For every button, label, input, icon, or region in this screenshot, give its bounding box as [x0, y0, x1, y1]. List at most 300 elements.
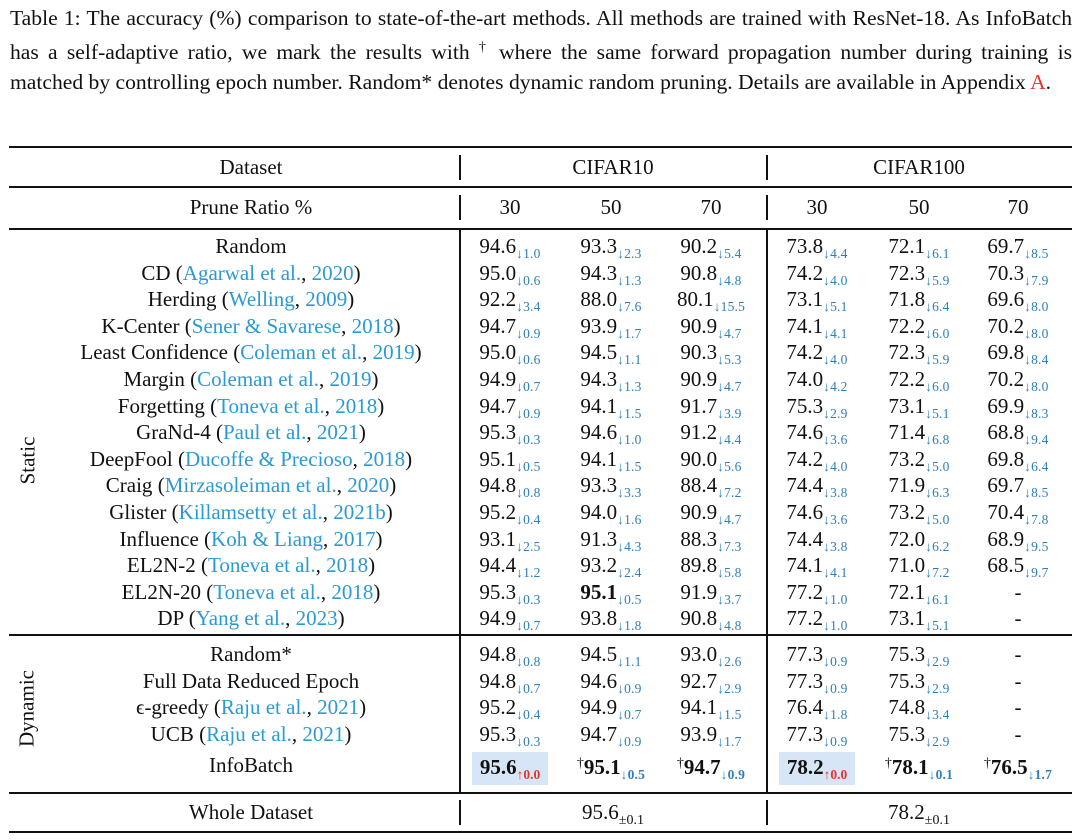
static-row-7-cell-0-value: 95.3 [479, 420, 517, 445]
static-row-6-cell-1-delta: ↓1.5 [617, 405, 642, 421]
static-row-11-cell-3 [768, 526, 866, 555]
static-row-13-cell-2 [662, 579, 760, 608]
static-row-5-cell-0-value: 94.9 [479, 367, 517, 391]
static-row-10-cell-3-delta: ↓3.6 [823, 512, 848, 527]
static-row-method-name: GraNd-4 [136, 420, 216, 445]
static-row-method-5: Margin (Coleman et al., 2019) [123, 367, 379, 391]
static-row-5-cell-2-value: 90.9 [680, 367, 718, 391]
static-row-citation-link[interactable]: Sener & Savarese [191, 313, 342, 338]
static-row-4-cell-0-wrap [479, 340, 541, 368]
dynamic-row-0-cell-1-wrap [580, 642, 642, 669]
static-row-3-cell-1-value: 93.9 [580, 313, 618, 338]
dynamic-row-3-cell-0-wrap [479, 721, 541, 749]
infobatch-cell-2-wrap [676, 755, 746, 782]
static-row-5-cell-3-value: 74.0 [786, 367, 824, 391]
dynamic-row-2-cell-5 [969, 694, 1067, 720]
static-row-8-cell-0 [461, 446, 559, 475]
static-row-method-2: Herding (Welling, 2009) [147, 287, 355, 312]
dynamic-row-0-cell-1-value: 94.5 [580, 642, 618, 666]
infobatch-cell-4-value: 78.1 [891, 755, 929, 779]
static-row-7-cell-0 [461, 419, 559, 448]
static-row-13-cell-1-wrap [580, 579, 642, 607]
dynamic-row-1-cell-2-delta: ↓2.9 [717, 680, 742, 696]
static-row-7-cell-4-delta: ↓6.8 [925, 432, 950, 448]
dynamic-row-2-cell-1 [562, 694, 660, 723]
dynamic-row-3-cell-3-delta: ↓0.9 [823, 733, 848, 749]
vline-whole-a [459, 800, 461, 825]
static-row-citation-year[interactable]: 2009 [305, 287, 348, 312]
static-row-4-cell-5-delta: ↓8.4 [1024, 352, 1049, 368]
static-row-14-cell-1-value: 93.8 [580, 606, 618, 631]
static-row-13-cell-5 [969, 579, 1067, 605]
static-row-2-cell-4 [870, 286, 968, 315]
static-row-10-cell-5-value: 70.4 [987, 500, 1025, 524]
dynamic-row-0-cell-4-wrap [888, 642, 950, 669]
static-row-method-4: Least Confidence (Coleman et al., 2019) [80, 340, 422, 365]
static-row-citation-year[interactable]: 2019 [329, 367, 372, 391]
static-row-citation-year[interactable]: 2018 [331, 579, 374, 604]
static-row-11-cell-0-wrap [479, 526, 541, 554]
static-row-method-name: Herding [147, 287, 222, 312]
static-row-method-name: K-Center [101, 313, 185, 338]
static-row-3-cell-5-value: 70.2 [987, 313, 1025, 338]
static-row-citation-link[interactable]: Koh & Liang [211, 526, 324, 551]
header-cifar100: CIFAR100 [873, 155, 965, 179]
static-row-8-cell-4 [870, 446, 968, 475]
static-row-1-cell-3-wrap [786, 260, 848, 288]
dynamic-row-method-0 [48, 641, 454, 667]
static-row-5-cell-5-delta: ↓8.0 [1024, 379, 1049, 394]
static-row-method-7: GraNd-4 (Paul et al., 2021) [136, 420, 366, 445]
dynamic-row-0-cell-4 [870, 641, 968, 670]
static-row-method-name: Margin [123, 367, 191, 391]
static-row-14-cell-0-wrap [479, 606, 541, 634]
static-row-method-3: K-Center (Sener & Savarese, 2018) [101, 313, 401, 338]
static-row-13-cell-0-value: 95.3 [479, 579, 517, 604]
static-row-9-cell-5-value: 69.7 [987, 473, 1025, 498]
dynamic-row-1-cell-2 [662, 668, 760, 697]
static-row-0-cell-0-wrap [479, 234, 541, 261]
dynamic-row-3-cell-3-wrap [786, 721, 848, 749]
static-row-5-cell-4-delta: ↓6.0 [925, 379, 950, 394]
static-row-3-cell-1 [562, 313, 660, 342]
static-row-11-cell-2-value: 88.3 [680, 526, 718, 551]
static-row-11-cell-0-value: 93.1 [479, 526, 517, 551]
static-row-6-cell-4-wrap [888, 393, 950, 421]
dynamic-row-citation-year[interactable]: 2021 [317, 695, 360, 720]
static-row-1-cell-2 [662, 260, 760, 289]
static-row-3-cell-5-wrap [987, 313, 1049, 341]
dynamic-row-0-cell-0-wrap [479, 642, 541, 669]
dynamic-row-0-cell-3-wrap [786, 642, 848, 669]
static-row-11-cell-2-wrap [680, 526, 742, 554]
dynamic-row-2-cell-1-wrap [580, 695, 642, 723]
static-row-5-cell-5-value: 70.2 [987, 367, 1025, 391]
static-row-method-0 [48, 233, 454, 259]
static-row-14-cell-4-delta: ↓5.1 [925, 618, 950, 634]
caption-line-4b: . [1045, 70, 1052, 94]
static-row-10-cell-1 [562, 499, 660, 528]
dynamic-row-2-cell-2-wrap [680, 695, 742, 723]
dynamic-row-2-cell-0-value: 95.2 [479, 695, 517, 720]
static-row-9-cell-2-delta: ↓7.2 [717, 485, 742, 501]
static-row-10-cell-2 [662, 499, 760, 528]
static-row-4-cell-2-value: 90.3 [680, 340, 718, 365]
static-row-12-cell-3-wrap [786, 553, 848, 581]
static-row-1-cell-1 [562, 260, 660, 289]
infobatch-cell-5 [969, 754, 1067, 784]
caption-line-2a: ResNet-18. As InfoBatch has a self-adaptive ratio, we mark the results with [10, 6, 1072, 65]
static-row-7-cell-2-delta: ↓4.4 [717, 432, 742, 448]
infobatch-method: InfoBatch [209, 753, 293, 777]
infobatch-cell-2-dagger: † [676, 756, 684, 771]
static-row-1-cell-1-delta: ↓1.3 [617, 272, 642, 288]
static-row-9-cell-1 [562, 472, 660, 501]
static-row-13-cell-3 [768, 579, 866, 608]
static-row-8-cell-1-wrap [580, 446, 642, 474]
static-row-4-cell-5 [969, 339, 1067, 368]
static-row-citation-link[interactable]: Ducoffe & Precioso [185, 446, 353, 471]
static-row-3-cell-5-delta: ↓8.0 [1024, 325, 1049, 341]
dynamic-row-0-cell-4-delta: ↓2.9 [925, 654, 950, 669]
static-row-2-cell-3 [768, 286, 866, 315]
infobatch-cell-4 [870, 754, 968, 784]
dynamic-row-3-cell-0-value: 95.3 [479, 721, 517, 746]
dynamic-row-method-1 [48, 668, 454, 694]
static-row-5-cell-5-wrap [987, 367, 1049, 394]
static-row-12-cell-3-value: 74.1 [786, 553, 824, 578]
static-row-citation-year[interactable]: 2018 [363, 446, 406, 471]
static-row-6-cell-0-value: 94.7 [479, 393, 517, 418]
static-row-method-name: Forgetting [117, 393, 211, 418]
static-row-5-cell-0-wrap [479, 367, 541, 394]
static-row-6-cell-4-delta: ↓5.1 [925, 405, 950, 421]
static-row-4-cell-2-delta: ↓5.3 [717, 352, 742, 368]
static-row-10-cell-0-delta: ↓0.4 [516, 512, 541, 527]
infobatch-cell-3-wrap [779, 752, 855, 785]
static-row-12-cell-3 [768, 552, 866, 581]
static-row-citation-year[interactable]: 2017 [333, 526, 376, 551]
static-row-2-cell-2-wrap [676, 287, 746, 315]
static-row-1-cell-4 [870, 260, 968, 289]
static-row-0-cell-0-value: 94.6 [479, 234, 517, 258]
static-row-11-cell-4-delta: ↓6.2 [925, 538, 950, 554]
static-row-6-cell-0-wrap [479, 393, 541, 421]
static-row-2-cell-3-delta: ↓5.1 [823, 299, 848, 315]
static-row-method-13: EL2N-20 (Toneva et al., 2018) [121, 579, 381, 604]
static-row-1-cell-2-delta: ↓4.8 [717, 272, 742, 288]
static-row-3-cell-4-wrap [888, 313, 950, 341]
static-row-3-cell-5 [969, 313, 1067, 342]
static-row-0-cell-4-value: 72.1 [888, 234, 926, 258]
static-row-12-cell-0-wrap [479, 553, 541, 581]
static-row-9-cell-1-value: 93.3 [580, 473, 618, 498]
static-row-3-cell-0-delta: ↓0.9 [516, 325, 541, 341]
static-row-citation-link[interactable]: Mirzasoleiman et al. [164, 473, 337, 498]
static-row-5-cell-1-delta: ↓1.3 [617, 379, 642, 394]
static-row-2-cell-0-value: 92.2 [479, 287, 517, 312]
dynamic-row-1-cell-4-delta: ↓2.9 [925, 680, 950, 696]
static-row-8-cell-3-value: 74.2 [786, 446, 824, 471]
static-row-9-cell-3 [768, 472, 866, 501]
static-row-0-cell-1-delta: ↓2.3 [617, 246, 642, 261]
static-row-3-cell-0 [461, 313, 559, 342]
dynamic-row-0-cell-5-value: - [1014, 642, 1022, 666]
static-row-2-cell-3-wrap [786, 287, 848, 315]
static-row-4-cell-1-value: 94.5 [580, 340, 618, 365]
header-ratio-0: 30 [499, 195, 521, 219]
static-row-8-cell-4-wrap [888, 446, 950, 474]
static-row-1-cell-4-value: 72.3 [888, 260, 926, 285]
static-row-citation-year[interactable]: 2021 [316, 420, 359, 445]
static-row-14-cell-1 [562, 605, 660, 634]
static-row-6-cell-5 [969, 393, 1067, 422]
static-row-11-cell-1-value: 91.3 [580, 526, 618, 551]
static-row-citation-year[interactable]: 2019 [372, 340, 415, 365]
static-row-10-cell-4 [870, 499, 968, 528]
dynamic-row-2-cell-2-value: 94.1 [680, 695, 718, 720]
static-row-9-cell-3-value: 74.4 [786, 473, 824, 498]
static-row-12-cell-4-wrap [888, 553, 950, 581]
static-row-6-cell-2-delta: ↓3.9 [717, 405, 742, 421]
whole-cifar10-value: 95.6 [582, 800, 619, 824]
static-row-0-cell-5-wrap [987, 234, 1049, 261]
static-row-citation-link[interactable]: Coleman et al. [197, 367, 320, 391]
dynamic-row-1-cell-2-wrap [680, 668, 742, 696]
static-row-citation-link[interactable]: Coleman et al. [240, 340, 363, 365]
static-row-13-cell-0 [461, 579, 559, 608]
infobatch-cell-5-value: 76.5 [990, 755, 1028, 779]
static-row-13-cell-1-value: 95.1 [580, 579, 618, 604]
group-dynamic: Dynamic [14, 670, 39, 747]
static-row-9-cell-4-delta: ↓6.3 [925, 485, 950, 501]
static-row-method-11: Influence (Koh & Liang, 2017) [119, 526, 383, 551]
dynamic-row-1-cell-3-value: 77.3 [786, 668, 824, 693]
dynamic-row-1-cell-4-value: 75.3 [888, 668, 926, 693]
static-row-7-cell-2-wrap [680, 420, 742, 448]
static-row-citation-link[interactable]: Welling [228, 287, 295, 312]
static-row-13-cell-4-wrap [888, 579, 950, 607]
dynamic-row-1-cell-3-wrap [786, 668, 848, 696]
static-row-13-cell-2-delta: ↓3.7 [717, 591, 742, 607]
static-row-12-cell-1-wrap [580, 553, 642, 581]
infobatch-cell-3 [768, 754, 866, 783]
dynamic-row-0-cell-3-delta: ↓0.9 [823, 654, 848, 669]
static-row-citation-year[interactable]: 2021b [333, 500, 386, 524]
static-row-4-cell-5-wrap [987, 340, 1049, 368]
static-row-method-14: DP (Yang et al., 2023) [157, 606, 345, 631]
dynamic-row-2-cell-4-delta: ↓3.4 [925, 707, 950, 723]
static-row-3-cell-2-wrap [680, 313, 742, 341]
dynamic-row-1-cell-4 [870, 668, 968, 697]
static-row-8-cell-1-delta: ↓1.5 [617, 458, 642, 474]
static-row-5-cell-2 [662, 366, 760, 395]
static-row-6-cell-2 [662, 393, 760, 422]
dynamic-row-method-name: Full Data Reduced Epoch [142, 668, 360, 693]
dynamic-row-3-cell-2 [662, 721, 760, 750]
dynamic-row-3-cell-5-value: - [1014, 721, 1022, 746]
static-row-3-cell-3-wrap [786, 313, 848, 341]
static-row-7-cell-1 [562, 419, 660, 448]
static-row-2-cell-2-value: 80.1 [676, 287, 714, 312]
static-row-7-cell-1-wrap [580, 420, 642, 448]
static-row-6-cell-2-wrap [680, 393, 742, 421]
dynamic-row-3-cell-1-value: 94.7 [580, 721, 618, 746]
appendix-link[interactable]: A [1030, 70, 1046, 94]
static-row-13-cell-1-delta: ↓0.5 [617, 591, 642, 607]
static-row-0-cell-2-delta: ↓5.4 [717, 246, 742, 261]
dynamic-row-citation-year[interactable]: 2021 [302, 721, 345, 746]
dynamic-row-2-cell-2-delta: ↓1.5 [717, 707, 742, 723]
static-row-5-cell-0-delta: ↓0.7 [516, 379, 541, 394]
static-row-citation-link[interactable]: Toneva et al. [213, 579, 321, 604]
static-row-5-cell-1-wrap [580, 367, 642, 394]
static-row-10-cell-1-wrap [580, 500, 642, 527]
static-row-3-cell-1-delta: ↓1.7 [617, 325, 642, 341]
caption-dagger: † [478, 40, 490, 56]
static-row-14-cell-3-wrap [786, 606, 848, 634]
static-row-1-cell-4-delta: ↓5.9 [925, 272, 950, 288]
static-row-5-cell-3-wrap [786, 367, 848, 394]
static-row-10-cell-5-wrap [987, 500, 1049, 527]
static-row-7-cell-0-delta: ↓0.3 [516, 432, 541, 448]
static-row-13-cell-4-delta: ↓6.1 [925, 591, 950, 607]
static-row-6-cell-5-value: 69.9 [987, 393, 1025, 418]
static-row-method-9: Craig (Mirzasoleiman et al., 2020) [105, 473, 397, 498]
table-caption [10, 4, 1072, 97]
static-row-14-cell-3 [768, 605, 866, 634]
whole-cifar100-value: 78.2 [888, 800, 925, 824]
infobatch-cell-1 [562, 754, 660, 784]
static-row-4-cell-5-value: 69.8 [987, 340, 1025, 365]
static-row-9-cell-0-wrap [479, 473, 541, 501]
static-row-method-name: DeepFool [89, 446, 178, 471]
static-row-0-cell-2-wrap [680, 234, 742, 261]
static-row-11-cell-5 [969, 526, 1067, 555]
static-row-10-cell-2-delta: ↓4.7 [717, 512, 742, 527]
static-row-citation-link[interactable]: Killamsetty et al. [178, 500, 323, 524]
static-row-10-cell-3-wrap [786, 500, 848, 527]
static-row-9-cell-3-wrap [786, 473, 848, 501]
header-rule [9, 186, 1072, 188]
static-row-9-cell-5-delta: ↓8.5 [1024, 485, 1049, 501]
static-row-0-cell-4-wrap [888, 234, 950, 261]
infobatch-cell-4-dagger: † [884, 756, 892, 771]
static-row-2-cell-2 [662, 286, 760, 315]
static-row-5-cell-1-value: 94.3 [580, 367, 618, 391]
static-row-citation-link[interactable]: Agarwal et al. [182, 260, 302, 285]
static-row-14-cell-2-value: 90.8 [680, 606, 718, 631]
dynamic-row-2-cell-1-value: 94.9 [580, 695, 618, 720]
header-dataset: Dataset [219, 155, 283, 179]
static-row-0-cell-2 [662, 233, 760, 262]
dynamic-row-1-cell-1 [562, 668, 660, 697]
static-row-citation-year[interactable]: 2020 [311, 260, 354, 285]
dynamic-row-method-2: ϵ-greedy (Raju et al., 2021) [135, 695, 367, 720]
static-row-14-cell-2 [662, 605, 760, 634]
static-row-5-cell-4 [870, 366, 968, 395]
static-row-0-cell-5 [969, 233, 1067, 262]
dynamic-row-0-cell-2 [662, 641, 760, 670]
static-row-14-cell-1-delta: ↓1.8 [617, 618, 642, 634]
infobatch-cell-4-wrap [884, 755, 954, 782]
static-row-4-cell-1-delta: ↓1.1 [617, 352, 642, 368]
infobatch-cell-0-value: 95.6 [479, 755, 517, 779]
header-ratio-2: 70 [700, 195, 722, 219]
static-row-3-cell-2-value: 90.9 [680, 313, 718, 338]
static-row-method-name: Influence [119, 526, 205, 551]
static-row-8-cell-0-wrap [479, 446, 541, 474]
static-row-12-cell-1-delta: ↓2.4 [617, 565, 642, 581]
static-row-12-cell-1 [562, 552, 660, 581]
dynamic-row-3-cell-4 [870, 721, 968, 750]
static-row-0-cell-3-wrap [786, 234, 848, 261]
static-row-10-cell-5-delta: ↓7.8 [1024, 512, 1049, 527]
static-row-citation-year[interactable]: 2020 [347, 473, 390, 498]
dynamic-row-citation-link[interactable]: Raju et al. [220, 695, 307, 720]
static-row-citation-year[interactable]: 2018 [351, 313, 394, 338]
static-row-4-cell-4-value: 72.3 [888, 340, 926, 365]
static-row-11-cell-4-wrap [888, 526, 950, 554]
static-row-1-cell-0 [461, 260, 559, 289]
static-row-8-cell-5-delta: ↓6.4 [1024, 458, 1049, 474]
static-row-11-cell-0 [461, 526, 559, 555]
infobatch-cell-1-wrap [576, 755, 646, 782]
static-row-method-name: Random [215, 234, 287, 258]
static-row-7-cell-5-delta: ↓9.4 [1024, 432, 1049, 448]
static-row-citation-link[interactable]: Yang et al. [195, 606, 286, 631]
static-row-9-cell-3-delta: ↓3.8 [823, 485, 848, 501]
static-row-citation-link[interactable]: Paul et al. [222, 420, 307, 445]
static-row-method-name: Glister [109, 500, 172, 524]
header-ratio-3: 30 [806, 195, 828, 219]
static-row-8-cell-3 [768, 446, 866, 475]
static-row-1-cell-0-delta: ↓0.6 [516, 272, 541, 288]
dynamic-row-2-cell-4 [870, 694, 968, 723]
static-row-0-cell-4-delta: ↓6.1 [925, 246, 950, 261]
static-row-2-cell-0-wrap [479, 287, 541, 315]
infobatch-cell-3-delta: ↑0.0 [823, 767, 848, 782]
whole-cifar10-pm: ±0.1 [618, 813, 644, 828]
static-row-4-cell-1-wrap [580, 340, 642, 368]
static-row-citation-year[interactable]: 2023 [295, 606, 338, 631]
static-row-2-cell-5-wrap [987, 287, 1049, 315]
static-row-1-cell-3-value: 74.2 [786, 260, 824, 285]
static-row-11-cell-1 [562, 526, 660, 555]
static-row-6-cell-4-value: 73.1 [888, 393, 926, 418]
static-row-2-cell-5-delta: ↓8.0 [1024, 299, 1049, 315]
static-row-11-cell-0-delta: ↓2.5 [516, 538, 541, 554]
static-row-8-cell-2-delta: ↓5.6 [717, 458, 742, 474]
static-row-4-cell-0-value: 95.0 [479, 340, 517, 365]
dynamic-row-citation-link[interactable]: Raju et al. [206, 721, 292, 746]
static-row-citation-year[interactable]: 2018 [335, 393, 378, 418]
dynamic-row-3-cell-2-value: 93.9 [680, 721, 718, 746]
static-row-1-cell-1-wrap [580, 260, 642, 288]
static-row-11-cell-4 [870, 526, 968, 555]
static-row-12-cell-2-wrap [680, 553, 742, 581]
static-row-citation-link[interactable]: Toneva et al. [217, 393, 325, 418]
static-row-4-cell-4-delta: ↓5.9 [925, 352, 950, 368]
static-row-6-cell-0 [461, 393, 559, 422]
static-row-13-cell-5-wrap [1015, 580, 1022, 604]
group-static: Static [15, 436, 40, 485]
static-row-11-cell-5-value: 68.9 [987, 526, 1025, 551]
static-row-citation-year[interactable]: 2018 [326, 553, 369, 578]
static-row-11-cell-3-delta: ↓3.8 [823, 538, 848, 554]
static-row-citation-link[interactable]: Toneva et al. [208, 553, 316, 578]
static-row-4-cell-3-value: 74.2 [786, 340, 824, 365]
